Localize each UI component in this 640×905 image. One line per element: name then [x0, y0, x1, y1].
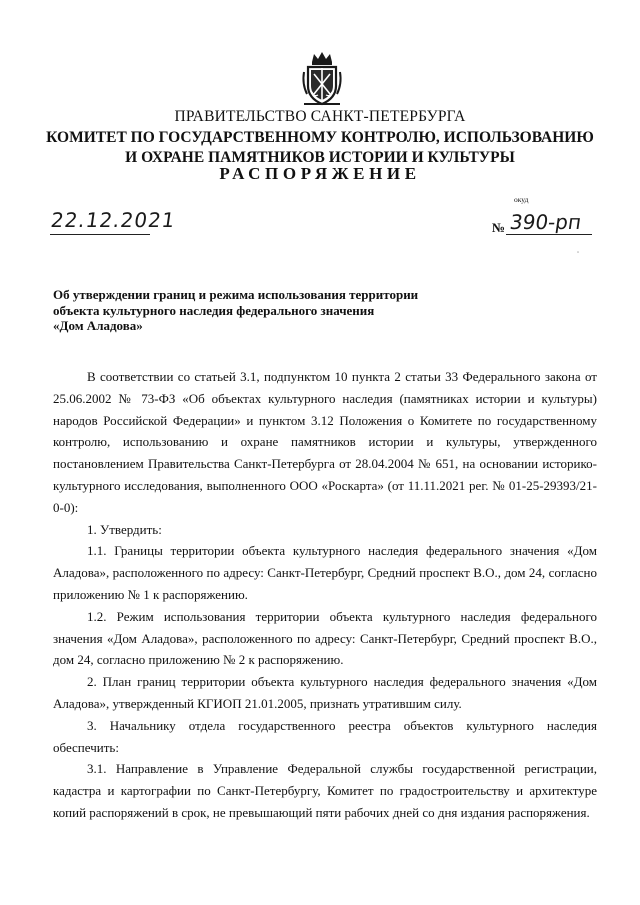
paragraph-preamble: В соответствии со статьей 3.1, подпунктом 10 пункта 2 статьи 33 Федерального закона от 25.06.2002 № 73-ФЗ «Об объектах культурного наследия (памятниках истории и культуры) народов Российской Федерации» и пунктом 3.12 Положения о Комитете по государственному контролю, использованию и охране памятников истории и культуры, утвержденного постановлением Правительства Санкт-Петербурга от 28.04.2004 № 651, на основании историко-культурного исследования, выполненного ООО «Роскарта» (от 11.11.2021 рег. № 01-25-29393/21-0-0): [53, 369, 597, 515]
paragraph-3-1: 3.1. Направление в Управление Федеральной службы государственной регистрации, кадастра и картографии по Санкт-Петербургу, Комитет по градостроительству и архитектуре копий распоряжений в срок, не превышающий пяти рабочих дней со дня издания распоряжения. [53, 761, 597, 820]
subject-line1: Об утверждении границ и режима использования территории [53, 287, 419, 302]
okud-label: окуд [514, 195, 529, 204]
document-subject [53, 287, 418, 334]
government-title: ПРАВИТЕЛЬСТВО САНКТ-ПЕТЕРБУРГА [174, 108, 466, 125]
margin-mark: ˇ [577, 252, 579, 258]
paragraph-1: 1. Утвердить: [87, 521, 162, 537]
paragraph-1-2: 1.2. Режим использования территории объекта культурного наследия федерального значения «Дом Аладова», расположенного по адресу: Санкт-Петербург, Средний проспект В.О., дом 24, согласно приложению № 2 к распоряжению. [53, 608, 597, 668]
subject-line2: объекта культурного наследия федерального значения [53, 302, 375, 318]
coat-of-arms-icon [300, 50, 344, 108]
paragraph-2: 2. План границ территории объекта культурного наследия федерального значения «Дом Аладова», утвержденный КГИОП 21.01.2005, признать утратившим силу. [53, 674, 597, 711]
number-underline [506, 234, 592, 235]
committee-title-line2: И ОХРАНЕ ПАМЯТНИКОВ ИСТОРИИ И КУЛЬТУРЫ [125, 149, 515, 166]
document-number: 390-рп [508, 210, 583, 234]
number-sign: № [492, 220, 506, 235]
paragraph-3: 3. Начальнику отдела государственного реестра объектов культурного наследия обеспечить: [53, 717, 597, 755]
committee-title [40, 128, 600, 168]
document-body [53, 366, 597, 824]
committee-title-line1: КОМИТЕТ ПО ГОСУДАРСТВЕННОМУ КОНТРОЛЮ, ИСПОЛЬЗОВАНИЮ [46, 129, 594, 146]
subject-line3: «Дом Аладова» [53, 318, 143, 333]
document-date: 22.12.2021 [49, 208, 178, 232]
document-type: РАСПОРЯЖЕНИЕ [219, 164, 421, 183]
paragraph-1-1: 1.1. Границы территории объекта культурного наследия федерального значения «Дом Аладова», расположенного по адресу: Санкт-Петербург, Средний проспект В.О., дом 24, согласно приложению № 1 к распоряжению. [53, 543, 597, 602]
date-underline [50, 234, 150, 235]
